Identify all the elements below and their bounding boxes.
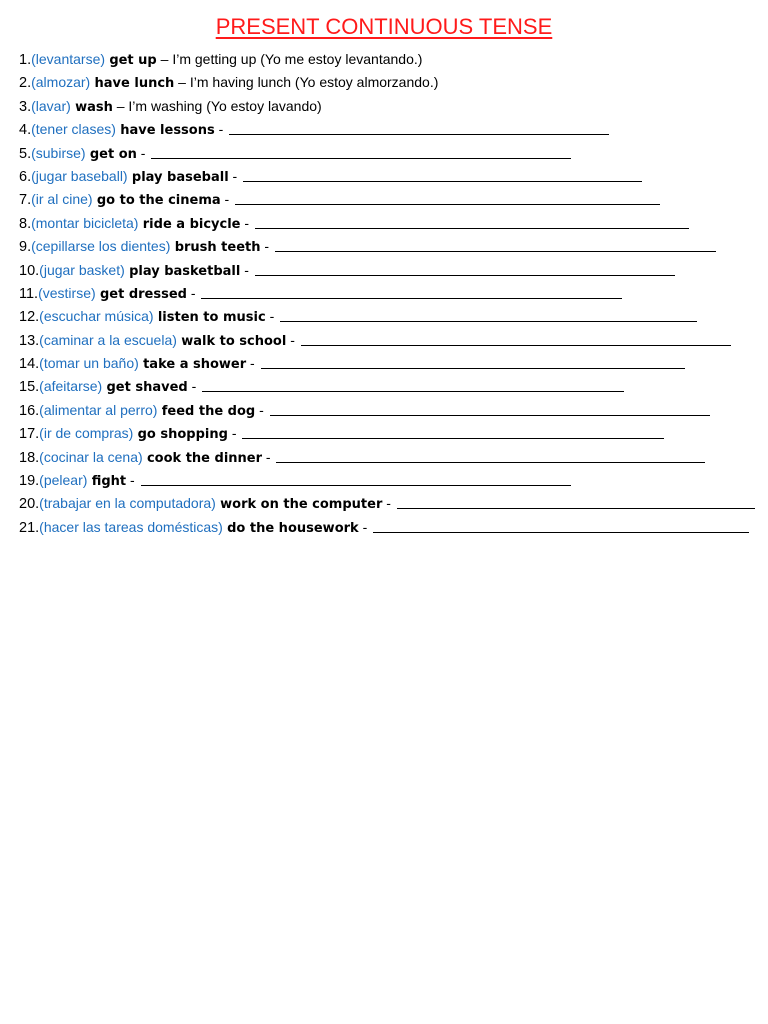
- list-item: [19, 469, 764, 492]
- list-item: [19, 282, 764, 305]
- english-verb: get on: [89, 146, 137, 162]
- separator-dash: -: [246, 355, 259, 372]
- english-verb: have lunch: [94, 76, 175, 92]
- item-number: 13.: [19, 332, 40, 349]
- separator-dash: -: [214, 121, 228, 138]
- item-number: 18.: [19, 449, 40, 466]
- english-verb: take a shower: [143, 357, 247, 373]
- list-item: [19, 492, 764, 515]
- title-text: PRESENT CONTINUOUS TENSE: [215, 14, 553, 39]
- list-item: [19, 165, 764, 188]
- spanish-verb: (cepillarse los dientes): [31, 238, 171, 255]
- separator-dash: -: [240, 261, 253, 278]
- answer-blank-line[interactable]: [301, 333, 731, 346]
- item-number: 3.: [19, 98, 32, 115]
- list-item: [19, 118, 764, 141]
- spanish-verb: (tomar un baño): [39, 355, 139, 372]
- spanish-verb: (ir al cine): [31, 191, 93, 208]
- english-verb: go shopping: [137, 427, 228, 443]
- answer-blank-line[interactable]: [397, 496, 755, 509]
- list-item: [19, 48, 764, 71]
- spanish-verb: (levantarse): [31, 51, 106, 67]
- answer-blank-line[interactable]: [235, 192, 660, 205]
- english-verb: get dressed: [99, 286, 187, 302]
- item-number: 17.: [19, 426, 40, 443]
- list-item: [19, 329, 764, 352]
- spanish-verb: (montar bicicleta): [31, 214, 139, 231]
- item-number: 8.: [19, 215, 32, 232]
- list-item: [19, 305, 764, 328]
- english-verb: fight: [91, 474, 127, 490]
- answer-blank-line[interactable]: [373, 520, 749, 533]
- answer-blank-line[interactable]: [243, 169, 642, 182]
- english-verb: walk to school: [181, 333, 287, 349]
- separator-dash: -: [260, 238, 273, 255]
- separator-dash: -: [187, 378, 201, 395]
- item-number: 6.: [19, 168, 32, 185]
- separator-dash: -: [136, 144, 150, 161]
- spanish-verb: (subirse): [31, 144, 86, 161]
- answer-blank-line[interactable]: [255, 216, 689, 229]
- list-item: [19, 235, 764, 258]
- list-item: [19, 352, 764, 375]
- page-title: [0, 14, 768, 40]
- separator-dash: –: [112, 97, 129, 114]
- list-item: [19, 375, 764, 398]
- list-item: [19, 399, 764, 422]
- separator-dash: -: [220, 191, 234, 208]
- spanish-verb: (jugar basket): [39, 261, 125, 278]
- item-number: 11.: [19, 285, 39, 302]
- spanish-verb: (trabajar en la computadora): [39, 495, 216, 512]
- separator-dash: -: [240, 214, 253, 231]
- item-number: 7.: [19, 192, 32, 209]
- separator-dash: -: [228, 167, 242, 184]
- spanish-verb: (lavar): [31, 97, 71, 114]
- item-number: 10.: [19, 262, 40, 279]
- english-verb: listen to music: [157, 310, 266, 326]
- separator-dash: -: [186, 284, 200, 301]
- answer-blank-line[interactable]: [276, 450, 705, 463]
- spanish-verb: (vestirse): [38, 284, 96, 301]
- spanish-verb: (cocinar la cena): [39, 448, 143, 465]
- spanish-verb: (caminar a la escuela): [39, 331, 177, 348]
- answer-blank-line[interactable]: [202, 379, 624, 392]
- item-number: 9.: [19, 239, 32, 256]
- answer-blank-line[interactable]: [270, 403, 710, 416]
- separator-dash: -: [382, 495, 395, 512]
- example-answer: I’m having lunch (Yo estoy almorzando.): [189, 74, 439, 91]
- english-verb: cook the dinner: [146, 450, 263, 466]
- english-verb: play basketball: [129, 263, 241, 279]
- english-verb: brush teeth: [174, 240, 261, 256]
- separator-dash: -: [358, 518, 372, 535]
- english-verb: get shaved: [106, 380, 188, 396]
- list-item: [19, 212, 764, 235]
- list-item: [19, 422, 764, 445]
- item-number: 16.: [19, 402, 40, 419]
- item-number: 15.: [19, 379, 40, 396]
- spanish-verb: (tener clases): [31, 121, 116, 138]
- separator-dash: -: [286, 331, 299, 348]
- spanish-verb: (jugar baseball): [31, 167, 128, 184]
- english-verb: do the housework: [227, 520, 359, 536]
- spanish-verb: (almozar): [31, 74, 91, 91]
- list-item: [19, 259, 764, 282]
- separator-dash: –: [156, 51, 173, 67]
- separator-dash: -: [262, 448, 275, 465]
- separator-dash: -: [265, 308, 279, 325]
- item-number: 5.: [19, 145, 32, 162]
- answer-blank-line[interactable]: [280, 309, 697, 322]
- answer-blank-line[interactable]: [201, 286, 622, 299]
- english-verb: get up: [109, 53, 157, 68]
- english-verb: have lessons: [120, 123, 215, 139]
- item-number: 12.: [19, 309, 40, 326]
- english-verb: play baseball: [131, 169, 229, 185]
- spanish-verb: (alimentar al perro): [39, 401, 158, 418]
- answer-blank-line[interactable]: [275, 239, 716, 252]
- spanish-verb: (ir de compras): [39, 425, 134, 442]
- exercise-list: [19, 48, 764, 539]
- item-number: 1.: [19, 52, 32, 68]
- item-number: 14.: [19, 356, 40, 373]
- english-verb: work on the computer: [220, 497, 383, 513]
- list-item: [19, 71, 764, 94]
- spanish-verb: (hacer las tareas domésticas): [39, 518, 223, 535]
- answer-blank-line[interactable]: [261, 356, 685, 369]
- item-number: 20.: [19, 496, 40, 513]
- example-answer: I’m washing (Yo estoy lavando): [128, 97, 322, 114]
- answer-blank-line[interactable]: [141, 473, 571, 486]
- item-number: 2.: [19, 75, 32, 92]
- list-item: [19, 188, 764, 211]
- separator-dash: -: [227, 425, 241, 442]
- english-verb: ride a bicycle: [142, 216, 241, 232]
- english-verb: wash: [75, 99, 113, 115]
- list-item: [19, 142, 764, 165]
- list-item: [19, 516, 764, 539]
- item-number: 21.: [19, 519, 40, 536]
- spanish-verb: (escuchar música): [39, 308, 154, 325]
- answer-blank-line[interactable]: [151, 146, 571, 159]
- answer-blank-line[interactable]: [255, 263, 675, 276]
- example-answer: I’m getting up (Yo me estoy levantando.): [172, 51, 423, 67]
- separator-dash: –: [174, 74, 190, 91]
- spanish-verb: (pelear): [39, 472, 88, 489]
- answer-blank-line[interactable]: [242, 426, 664, 439]
- spanish-verb: (afeitarse): [39, 378, 103, 395]
- answer-blank-line[interactable]: [229, 122, 609, 135]
- list-item: [19, 95, 764, 118]
- list-item: [19, 446, 764, 469]
- separator-dash: -: [126, 472, 139, 489]
- item-number: 19.: [19, 473, 40, 490]
- item-number: 4.: [19, 122, 32, 139]
- english-verb: feed the dog: [161, 403, 256, 419]
- separator-dash: -: [255, 401, 268, 418]
- english-verb: go to the cinema: [96, 193, 221, 209]
